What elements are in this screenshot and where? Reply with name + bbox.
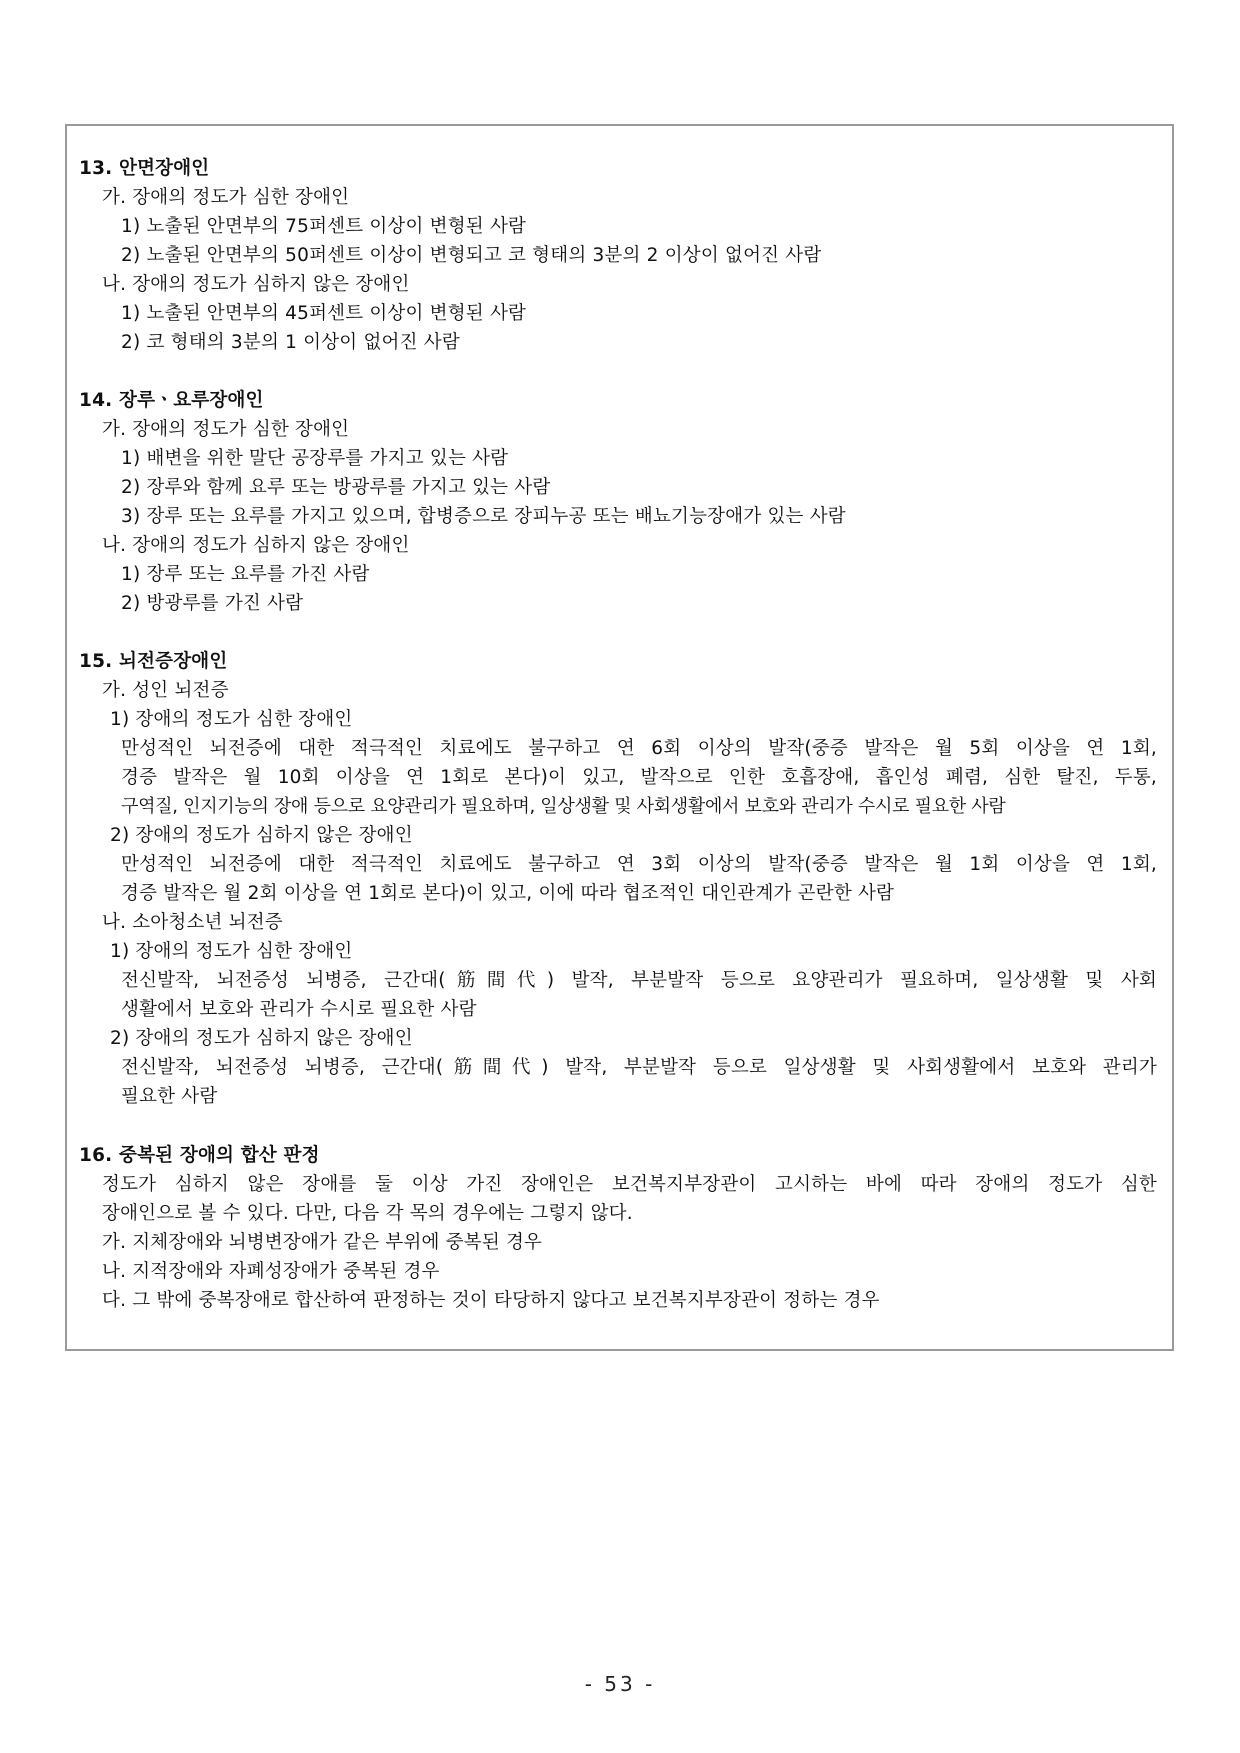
paragraph-line: 전신발작, 뇌전증성 뇌병증, 근간대(筋間代) 발작, 부분발작 등으로 일상생활 및 사회생활에서 보호와 관리가 xyxy=(121,1057,1157,1078)
list-item: 2) 코 형태의 3분의 1 이상이 없어진 사람 xyxy=(121,332,460,353)
list-item: 나. 소아청소년 뇌전증 xyxy=(102,912,283,933)
paragraph-line: 구역질, 인지기능의 장애 등으로 요양관리가 필요하며, 일상생활 및 사회생활에서 보호와 관리가 수시로 필요한 사람 xyxy=(121,796,1006,817)
list-item: 2) 방광루를 가진 사람 xyxy=(121,593,304,614)
list-item: 가. 성인 뇌전증 xyxy=(102,680,229,701)
paragraph-line: 경증 발작은 월 10회 이상을 연 1회로 본다)이 있고, 발작으로 인한 호흡장애, 흡인성 폐렴, 심한 탈진, 두통, xyxy=(121,767,1157,788)
paragraph-line: 생활에서 보호와 관리가 수시로 필요한 사람 xyxy=(121,999,477,1020)
list-item: 가. 장애의 정도가 심한 장애인 xyxy=(102,419,350,440)
section-heading: 15. 뇌전증장애인 xyxy=(79,651,228,672)
paragraph-line: 경증 발작은 월 2회 이상을 연 1회로 본다)이 있고, 이에 따라 협조적인 대인관계가 곤란한 사람 xyxy=(121,883,895,904)
list-item: 1) 장애의 정도가 심한 장애인 xyxy=(110,941,353,962)
list-item: 가. 장애의 정도가 심한 장애인 xyxy=(102,187,350,208)
list-item: 1) 장루 또는 요루를 가진 사람 xyxy=(121,564,370,585)
list-item: 나. 장애의 정도가 심하지 않은 장애인 xyxy=(102,535,410,556)
section-heading: 14. 장루ㆍ요루장애인 xyxy=(79,390,264,411)
list-item: 2) 노출된 안면부의 50퍼센트 이상이 변형되고 코 형태의 3분의 2 이상이 없어진 사람 xyxy=(121,245,822,266)
list-item: 1) 배변을 위한 말단 공장루를 가지고 있는 사람 xyxy=(121,448,509,469)
list-item: 3) 장루 또는 요루를 가지고 있으며, 합병증으로 장피누공 또는 배뇨기능장애가 있는 사람 xyxy=(121,506,846,527)
list-item: 다. 그 밖에 중복장애로 합산하여 판정하는 것이 타당하지 않다고 보건복지부장관이 정하는 경우 xyxy=(102,1290,880,1311)
paragraph-line: 장애인으로 볼 수 있다. 다만, 다음 각 목의 경우에는 그렇지 않다. xyxy=(102,1203,633,1224)
paragraph-line: 전신발작, 뇌전증성 뇌병증, 근간대(筋間代) 발작, 부분발작 등으로 요양관리가 필요하며, 일상생활 및 사회 xyxy=(121,970,1157,991)
paragraph-line: 필요한 사람 xyxy=(121,1086,218,1107)
list-item: 2) 장루와 함께 요루 또는 방광루를 가지고 있는 사람 xyxy=(121,477,551,498)
section-heading: 16. 중복된 장애의 합산 판정 xyxy=(79,1145,320,1166)
list-item: 가. 지체장애와 뇌병변장애가 같은 부위에 중복된 경우 xyxy=(102,1232,543,1253)
list-item: 2) 장애의 정도가 심하지 않은 장애인 xyxy=(110,825,413,846)
document-frame xyxy=(65,124,1174,1351)
list-item: 나. 장애의 정도가 심하지 않은 장애인 xyxy=(102,274,410,295)
list-item: 1) 노출된 안면부의 45퍼센트 이상이 변형된 사람 xyxy=(121,303,527,324)
page-number: - 53 - xyxy=(584,1672,656,1696)
list-item: 2) 장애의 정도가 심하지 않은 장애인 xyxy=(110,1028,413,1049)
section-heading: 13. 안면장애인 xyxy=(79,158,210,179)
paragraph-line: 만성적인 뇌전증에 대한 적극적인 치료에도 불구하고 연 6회 이상의 발작(중증 발작은 월 5회 이상을 연 1회, xyxy=(121,738,1157,759)
paragraph-line: 만성적인 뇌전증에 대한 적극적인 치료에도 불구하고 연 3회 이상의 발작(중증 발작은 월 1회 이상을 연 1회, xyxy=(121,854,1157,875)
list-item: 나. 지적장애와 자폐성장애가 중복된 경우 xyxy=(102,1261,440,1282)
list-item: 1) 노출된 안면부의 75퍼센트 이상이 변형된 사람 xyxy=(121,216,527,237)
list-item: 1) 장애의 정도가 심한 장애인 xyxy=(110,709,353,730)
document-content xyxy=(67,126,1172,1349)
paragraph-line: 정도가 심하지 않은 장애를 둘 이상 가진 장애인은 보건복지부장관이 고시하는 바에 따라 장애의 정도가 심한 xyxy=(102,1174,1157,1195)
